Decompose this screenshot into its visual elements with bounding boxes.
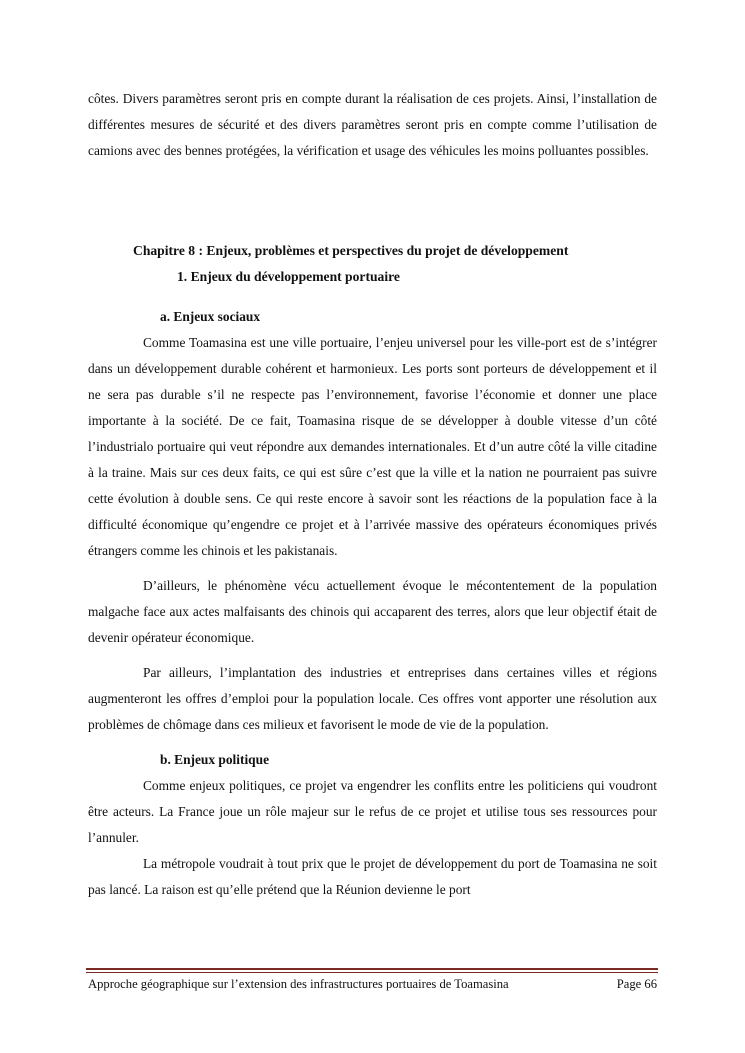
intro-block — [88, 86, 657, 164]
chapter-title: Chapitre 8 : Enjeux, problèmes et perspectives du projet de développement — [133, 243, 569, 258]
footer-document-title: Approche géographique sur l’extension des infrastructures portuaires de Toamasina — [88, 977, 509, 991]
paragraph-b-1: Comme enjeux politiques, ce projet va engendrer les conflits entre les politiciens qui voudront être acteurs. La France joue un rôle majeur sur le refus de ce projet et utilise tous ses ressources pour l’annuler. — [88, 778, 657, 845]
paragraph-a-2: D’ailleurs, le phénomène vécu actuellement évoque le mécontentement de la population malgache face aux actes malfaisants des chinois qui accaparent des terres, alors que leur objectif était de devenir opérateur économique. — [88, 578, 657, 645]
subsection-heading-a: a. Enjeux sociaux — [160, 309, 261, 324]
paragraph-a-1: Comme Toamasina est une ville portuaire, l’enjeu universel pour les ville-port est de s’intégrer dans un développement durable cohérent et harmonieux. Les ports sont porteurs de développement et il ne sera pas durable s’il ne respecte pas l’environnement, favorise l’économie et donner une place importante à la société. De ce fait, Toamasina risque de se développer à double vitesse d’un côté l’industrialo portuaire qui veut répondre aux demandes internationales. Et d’un autre côté la ville citadine à la traine. Mais sur ces deux faits, ce qui est sûre c’est que la ville et la nation ne pourraient pas suivre cette évolution à double sens. Ce qui reste encore à savoir sont les réactions de la population face à la difficulté économique qu’engendre ce projet et à l’arrivée massive des opérateurs économiques privés étrangers comme les chinois et les pakistanais. — [88, 335, 657, 558]
paragraph-a-3: Par ailleurs, l’implantation des industries et entreprises dans certaines villes et régions augmenteront les offres d’emploi pour la population locale. Ces offres vont apporter une résolution aux problèmes de chômage dans ces milieux et favorisent le mode de vie de la population. — [88, 665, 657, 732]
section-heading-1: 1. Enjeux du développement portuaire — [177, 269, 400, 284]
footer-rule-thin — [86, 972, 658, 973]
footer-page-number: Page 66 — [616, 977, 657, 991]
subsection-heading-b: b. Enjeux politique — [160, 752, 270, 767]
paragraph-b-2: La métropole voudrait à tout prix que le projet de développement du port de Toamasina ne soit pas lancé. La raison est qu’elle prétend que la Réunion devienne le port — [88, 856, 657, 897]
section-a-block — [88, 304, 657, 903]
intro-paragraph: côtes. Divers paramètres seront pris en compte durant la réalisation de ces projets. Ainsi, l’installation de différentes mesures de sécurité et des divers paramètres seront pris en compte comme l’utilisation de camions avec des bennes protégées, la vérification et usage des véhicules les moins polluantes possibles. — [88, 91, 657, 158]
footer-rule-thick — [86, 968, 658, 970]
